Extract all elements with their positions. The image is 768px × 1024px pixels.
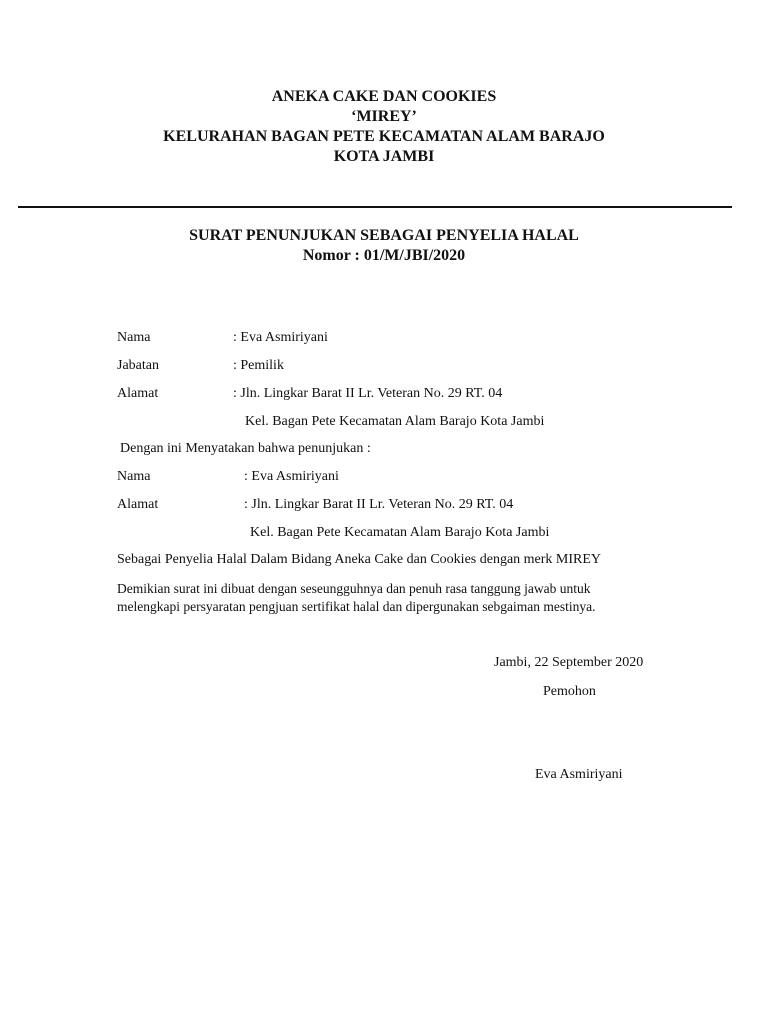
signer-address-value: : Jln. Lingkar Barat II Lr. Veteran No. 29 RT. 04 bbox=[233, 386, 503, 401]
signer-position-label: Jabatan bbox=[117, 358, 159, 373]
signer-name-value: : Eva Asmiriyani bbox=[233, 330, 328, 345]
letter-number: Nomor : 01/M/JBI/2020 bbox=[302, 247, 466, 264]
appointee-name-value: : Eva Asmiriyani bbox=[244, 469, 339, 484]
signer-address-label: Alamat bbox=[117, 386, 159, 401]
appointee-address-label: Alamat bbox=[117, 497, 159, 512]
signer-address-value-2: Kel. Bagan Pete Kecamatan Alam Barajo Kota Jambi bbox=[245, 414, 545, 429]
appointee-address-value: : Jln. Lingkar Barat II Lr. Veteran No. 29 RT. 04 bbox=[244, 497, 514, 512]
company-name: ANEKA CAKE DAN COOKIES bbox=[271, 88, 497, 105]
signature-role: Pemohon bbox=[543, 684, 596, 699]
appointee-address-value-2: Kel. Bagan Pete Kecamatan Alam Barajo Kota Jambi bbox=[250, 525, 550, 540]
closing-paragraph: Demikian surat ini dibuat dengan seseungguhnya dan penuh rasa tanggung jawab untuk melengkapi persyaratan pengjuan sertifikat halal dan dipergunakan sebgaiman mestinya. bbox=[117, 581, 596, 614]
signer-name-label: Nama bbox=[117, 330, 151, 345]
header-divider bbox=[18, 206, 732, 208]
appointee-name-label: Nama bbox=[117, 469, 151, 484]
signer-position-value: : Pemilik bbox=[233, 358, 284, 373]
role-statement: Sebagai Penyelia Halal Dalam Bidang Aneka Cake dan Cookies dengan merk MIREY bbox=[117, 552, 602, 567]
company-address: KELURAHAN BAGAN PETE KECAMATAN ALAM BARAJO bbox=[163, 128, 605, 145]
brand-name: ‘MIREY’ bbox=[351, 108, 417, 125]
signature-name: Eva Asmiriyani bbox=[535, 767, 623, 782]
company-city: KOTA JAMBI bbox=[333, 148, 435, 165]
letter-title: SURAT PENUNJUKAN SEBAGAI PENYELIA HALAL bbox=[189, 227, 579, 244]
statement-text: Dengan ini Menyatakan bahwa penunjukan : bbox=[120, 441, 371, 456]
place-date: Jambi, 22 September 2020 bbox=[494, 655, 644, 670]
